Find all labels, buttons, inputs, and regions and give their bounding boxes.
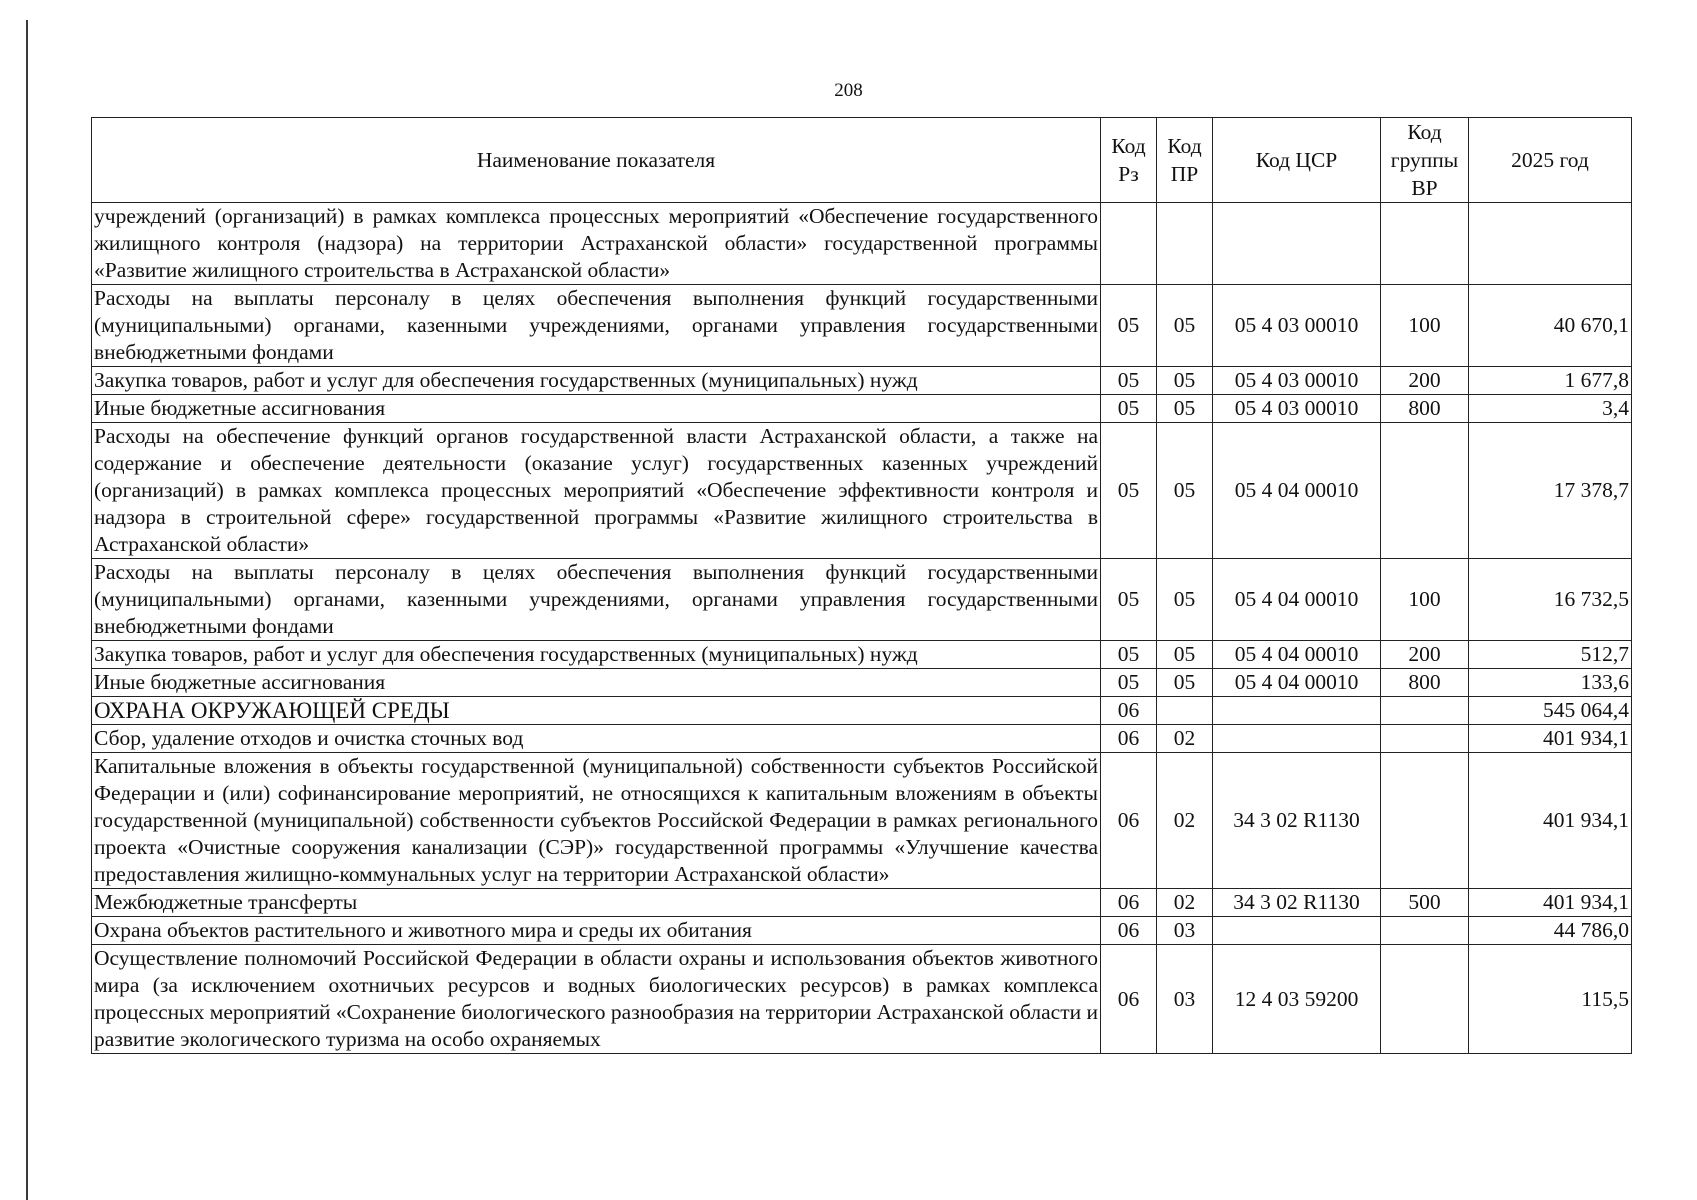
cell-pr: 02 bbox=[1157, 725, 1213, 753]
cell-amount: 512,7 bbox=[1469, 641, 1632, 669]
cell-rz: 05 bbox=[1101, 423, 1157, 559]
page-number: 208 bbox=[834, 80, 863, 101]
cell-vr bbox=[1381, 203, 1469, 285]
cell-rz: 05 bbox=[1101, 285, 1157, 367]
cell-pr: 02 bbox=[1157, 753, 1213, 889]
cell-vr: 500 bbox=[1381, 889, 1469, 917]
cell-vr bbox=[1381, 423, 1469, 559]
cell-pr: 05 bbox=[1157, 641, 1213, 669]
cell-amount: 401 934,1 bbox=[1469, 889, 1632, 917]
cell-rz: 05 bbox=[1101, 669, 1157, 697]
cell-vr: 100 bbox=[1381, 285, 1469, 367]
table-header bbox=[92, 118, 1632, 203]
cell-rz: 06 bbox=[1101, 697, 1157, 725]
cell-pr: 05 bbox=[1157, 559, 1213, 641]
header-rz: Код Рз bbox=[1101, 118, 1157, 203]
cell-csr: 34 3 02 R1130 bbox=[1213, 889, 1381, 917]
table-row bbox=[92, 367, 1632, 395]
table-row bbox=[92, 423, 1632, 559]
cell-amount: 115,5 bbox=[1469, 945, 1632, 1054]
header-year: 2025 год bbox=[1469, 118, 1632, 203]
header-pr: Код ПР bbox=[1157, 118, 1213, 203]
table-row bbox=[92, 641, 1632, 669]
table-row bbox=[92, 889, 1632, 917]
cell-amount: 401 934,1 bbox=[1469, 753, 1632, 889]
cell-vr bbox=[1381, 753, 1469, 889]
cell-csr: 12 4 03 59200 bbox=[1213, 945, 1381, 1054]
table-row bbox=[92, 753, 1632, 889]
header-vr: Код группы ВР bbox=[1381, 118, 1469, 203]
cell-amount: 545 064,4 bbox=[1469, 697, 1632, 725]
cell-csr: 05 4 04 00010 bbox=[1213, 669, 1381, 697]
cell-rz bbox=[1101, 203, 1157, 285]
cell-vr: 200 bbox=[1381, 367, 1469, 395]
cell-csr bbox=[1213, 725, 1381, 753]
cell-vr bbox=[1381, 697, 1469, 725]
table-row bbox=[92, 917, 1632, 945]
cell-pr: 05 bbox=[1157, 423, 1213, 559]
cell-name: Расходы на обеспечение функций органов государственной власти Астраханской области, а также на содержание и обеспечение деятельности (оказание услуг) государственных казенных учреждений (организаций) в рамках комплекса процессных мероприятий «Обеспечение эффективности контроля и надзора в строительной сфере» государственной программы «Развитие жилищного строительства в Астраханской области» bbox=[92, 423, 1101, 559]
cell-name: Закупка товаров, работ и услуг для обеспечения государственных (муниципальных) нужд bbox=[92, 641, 1101, 669]
cell-pr: 05 bbox=[1157, 285, 1213, 367]
cell-csr: 05 4 04 00010 bbox=[1213, 559, 1381, 641]
cell-vr bbox=[1381, 945, 1469, 1054]
cell-pr: 03 bbox=[1157, 945, 1213, 1054]
cell-csr bbox=[1213, 203, 1381, 285]
table-body bbox=[92, 203, 1632, 1054]
cell-csr bbox=[1213, 697, 1381, 725]
cell-csr: 05 4 04 00010 bbox=[1213, 641, 1381, 669]
cell-csr: 05 4 03 00010 bbox=[1213, 367, 1381, 395]
cell-rz: 06 bbox=[1101, 753, 1157, 889]
cell-rz: 05 bbox=[1101, 367, 1157, 395]
cell-pr bbox=[1157, 697, 1213, 725]
cell-name: Охрана объектов растительного и животного мира и среды их обитания bbox=[92, 917, 1101, 945]
cell-amount: 401 934,1 bbox=[1469, 725, 1632, 753]
cell-name: Межбюджетные трансферты bbox=[92, 889, 1101, 917]
cell-csr: 05 4 04 00010 bbox=[1213, 423, 1381, 559]
cell-vr: 800 bbox=[1381, 669, 1469, 697]
cell-rz: 05 bbox=[1101, 559, 1157, 641]
cell-name: Осуществление полномочий Российской Федерации в области охраны и использования объектов животного мира (за исключением охотничьих ресурсов и водных биологических ресурсов) в рамках комплекса процессных мероприятий «Сохранение биологического разнообразия на территории Астраханской области и развитие экологического туризма на особо охраняемых bbox=[92, 945, 1101, 1054]
cell-name: учреждений (организаций) в рамках комплекса процессных мероприятий «Обеспечение государственного жилищного контроля (надзора) на территории Астраханской области» государственной программы «Развитие жилищного строительства в Астраханской области» bbox=[92, 203, 1101, 285]
cell-pr: 05 bbox=[1157, 669, 1213, 697]
cell-rz: 06 bbox=[1101, 945, 1157, 1054]
scan-edge-line bbox=[26, 20, 28, 1200]
table-row bbox=[92, 285, 1632, 367]
cell-vr bbox=[1381, 725, 1469, 753]
table-row bbox=[92, 559, 1632, 641]
cell-amount: 133,6 bbox=[1469, 669, 1632, 697]
header-name: Наименование показателя bbox=[92, 118, 1101, 203]
cell-name: Расходы на выплаты персоналу в целях обеспечения выполнения функций государственными (муниципальными) органами, казенными учреждениями, органами управления государственными внебюджетными фондами bbox=[92, 285, 1101, 367]
cell-rz: 06 bbox=[1101, 917, 1157, 945]
cell-name: Иные бюджетные ассигнования bbox=[92, 395, 1101, 423]
cell-amount: 17 378,7 bbox=[1469, 423, 1632, 559]
cell-amount bbox=[1469, 203, 1632, 285]
table-row bbox=[92, 395, 1632, 423]
cell-name: Расходы на выплаты персоналу в целях обеспечения выполнения функций государственными (муниципальными) органами, казенными учреждениями, органами управления государственными внебюджетными фондами bbox=[92, 559, 1101, 641]
cell-pr: 03 bbox=[1157, 917, 1213, 945]
cell-rz: 05 bbox=[1101, 395, 1157, 423]
cell-name: ОХРАНА ОКРУЖАЮЩЕЙ СРЕДЫ bbox=[92, 697, 1101, 725]
cell-rz: 05 bbox=[1101, 641, 1157, 669]
cell-name: Иные бюджетные ассигнования bbox=[92, 669, 1101, 697]
cell-csr: 05 4 03 00010 bbox=[1213, 285, 1381, 367]
cell-csr: 34 3 02 R1130 bbox=[1213, 753, 1381, 889]
cell-vr: 100 bbox=[1381, 559, 1469, 641]
cell-name: Закупка товаров, работ и услуг для обеспечения государственных (муниципальных) нужд bbox=[92, 367, 1101, 395]
table-row bbox=[92, 725, 1632, 753]
table-row bbox=[92, 697, 1632, 725]
cell-vr: 800 bbox=[1381, 395, 1469, 423]
table-row bbox=[92, 945, 1632, 1054]
cell-pr bbox=[1157, 203, 1213, 285]
table-row bbox=[92, 669, 1632, 697]
table-row bbox=[92, 203, 1632, 285]
cell-amount: 1 677,8 bbox=[1469, 367, 1632, 395]
budget-table bbox=[91, 117, 1632, 1054]
cell-vr bbox=[1381, 917, 1469, 945]
cell-amount: 44 786,0 bbox=[1469, 917, 1632, 945]
cell-name: Капитальные вложения в объекты государственной (муниципальной) собственности субъектов Российской Федерации и (или) софинансирование мероприятий, не относящихся к капитальным вложениям в объекты государственной (муниципальной) собственности субъектов Российской Федерации в рамках регионального проекта «Очистные сооружения канализации (СЭР)» государственной программы «Улучшение качества предоставления жилищно-коммунальных услуг на территории Астраханской области» bbox=[92, 753, 1101, 889]
cell-pr: 05 bbox=[1157, 395, 1213, 423]
cell-amount: 16 732,5 bbox=[1469, 559, 1632, 641]
cell-vr: 200 bbox=[1381, 641, 1469, 669]
cell-pr: 05 bbox=[1157, 367, 1213, 395]
cell-pr: 02 bbox=[1157, 889, 1213, 917]
cell-amount: 40 670,1 bbox=[1469, 285, 1632, 367]
cell-name: Сбор, удаление отходов и очистка сточных вод bbox=[92, 725, 1101, 753]
cell-csr bbox=[1213, 917, 1381, 945]
cell-rz: 06 bbox=[1101, 725, 1157, 753]
header-csr: Код ЦСР bbox=[1213, 118, 1381, 203]
cell-rz: 06 bbox=[1101, 889, 1157, 917]
cell-amount: 3,4 bbox=[1469, 395, 1632, 423]
cell-csr: 05 4 03 00010 bbox=[1213, 395, 1381, 423]
